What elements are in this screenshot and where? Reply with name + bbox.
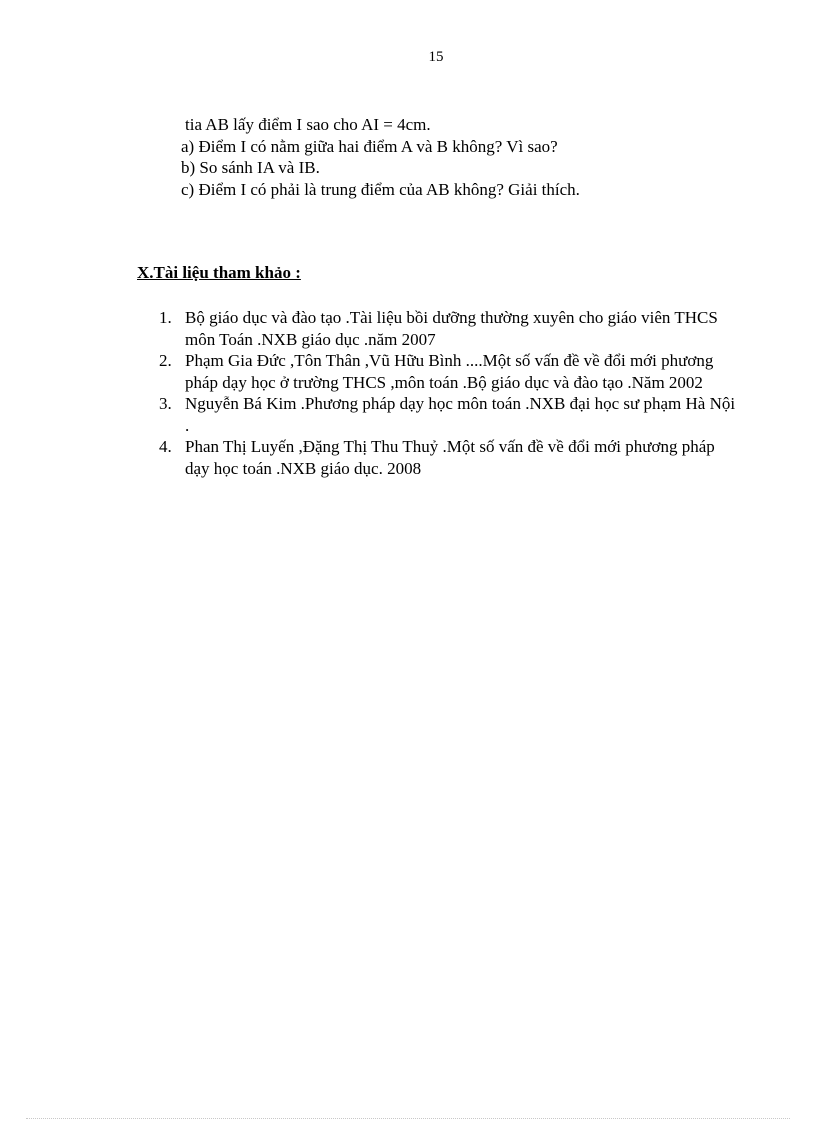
page-number: 15 [428,49,444,65]
reference-item [153,436,743,479]
reference-text: Nguyễn Bá Kim .Phương pháp dạy học môn toán .NXB đại học sư phạm Hà Nội . [185,394,736,435]
reference-item [153,350,743,393]
exercise-question-a: a) Điểm I có nằm giữa hai điểm A và B không? Vì sao? [181,136,558,156]
reference-number: 3. [159,394,172,413]
section-heading: X.Tài liệu tham khảo : [137,263,301,282]
reference-number: 1. [159,308,172,327]
reference-list [153,307,743,479]
reference-item [153,307,743,350]
reference-number: 2. [159,351,172,370]
reference-number: 4. [159,437,172,456]
page-bottom-divider [26,1118,790,1119]
exercise-line: tia AB lấy điểm I sao cho AI = 4cm. [185,115,431,134]
reference-text: Phạm Gia Đức ,Tôn Thân ,Vũ Hữu Bình ....Một số vấn đề về đổi mới phương pháp dạy học ở trường THCS ,môn toán .Bộ giáo dục và đào tạo .Năm 2002 [185,351,714,392]
exercise-question-c: c) Điểm I có phải là trung điểm của AB không? Giải thích. [181,179,580,199]
reference-item [153,393,743,436]
reference-text: Bộ giáo dục và đào tạo .Tài liệu bồi dưỡng thường xuyên cho giáo viên THCS môn Toán .NXB giáo dục .năm 2007 [185,308,718,349]
reference-text: Phan Thị Luyến ,Đặng Thị Thu Thuỷ .Một số vấn đề về đổi mới phương pháp dạy học toán .NXB giáo dục. 2008 [185,437,715,478]
exercise-question-b: b) So sánh IA và IB. [181,158,320,177]
exercise-block [181,114,580,200]
